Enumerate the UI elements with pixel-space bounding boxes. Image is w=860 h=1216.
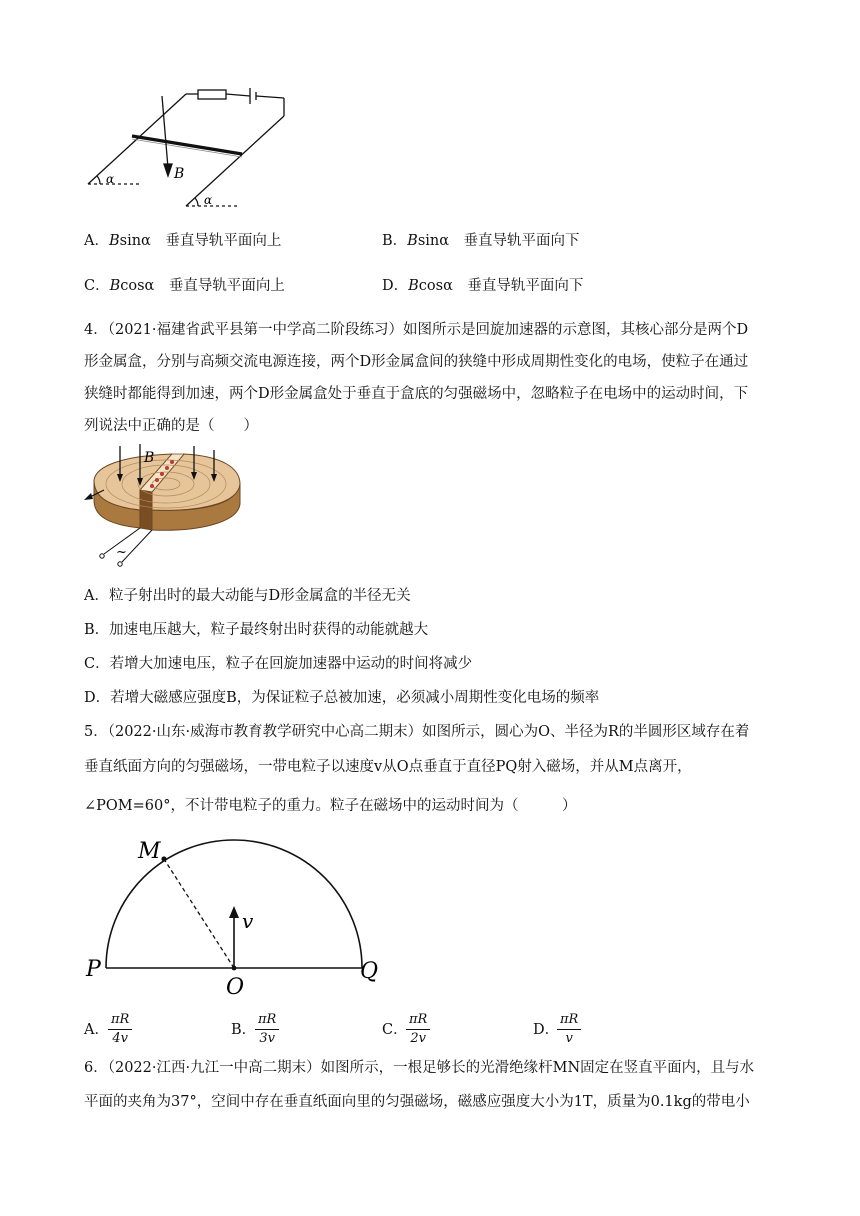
fraction-numerator: πR: [557, 1012, 581, 1030]
fraction-numerator: πR: [255, 1012, 279, 1030]
q5-option-d-letter[interactable]: D．: [533, 1022, 560, 1038]
q6-stem-line-1: 6．（2022·江西·九江一中高二期末）如图所示，一根足够长的光滑绝缘杆MN固定在竖直平面内，且与水: [84, 1060, 755, 1076]
q4-ac-label: ~: [116, 545, 127, 560]
q4-stem-line-4: 列说法中正确的是（ ）: [84, 418, 258, 434]
q5-option-a-letter[interactable]: A．: [84, 1022, 109, 1038]
q4-stem-line-2: 形金属盒，分别与高频交流电源连接，两个D形金属盒间的狭缝中形成周期性变化的电场，使粒子在通过: [84, 354, 749, 370]
q5-p-label: P: [86, 957, 101, 982]
q4-b-label: B: [144, 450, 155, 466]
q5-o-label: O: [226, 975, 245, 1000]
q5-option-a-fraction: [108, 1012, 132, 1047]
q5-q-label: Q: [360, 959, 379, 984]
q4-option-d[interactable]: D．若增大磁感应强度B，为保证粒子总被加速，必须减小周期性变化电场的频率: [84, 690, 600, 706]
option-fn: cosα: [120, 278, 155, 294]
q5-stem-line-2: 垂直纸面方向的匀强磁场，一带电粒子以速度v从O点垂直于直径PQ射入磁场，并从M点离开，: [84, 759, 692, 775]
q3-option-c[interactable]: [84, 276, 285, 296]
option-text: 垂直导轨平面向下: [452, 278, 584, 294]
q5-option-c-letter[interactable]: C．: [382, 1022, 408, 1038]
q5-stem-line-3: ∠POM=60°，不计带电粒子的重力。粒子在磁场中的运动时间为（ ）: [84, 798, 577, 814]
q4-option-b[interactable]: B．加速电压越大，粒子最终射出时获得的动能就越大: [84, 622, 429, 638]
q3-option-a[interactable]: [84, 231, 281, 251]
fraction-denominator: 2v: [410, 1031, 426, 1046]
option-fn: cosα: [418, 278, 453, 294]
q5-option-b-fraction: [255, 1012, 279, 1047]
q6-stem-line-2: 平面的夹角为37°，空间中存在垂直纸面向里的匀强磁场，磁感应强度大小为1T，质量为0.1kg的带电小: [84, 1094, 750, 1110]
option-text: 垂直导轨平面向上: [150, 233, 282, 249]
option-symbol: B: [408, 278, 419, 294]
q3-option-b[interactable]: [382, 231, 580, 251]
option-symbol: B: [108, 233, 120, 249]
q4-stem-line-1: 4．（2021·福建省武平县第一中学高二阶段练习）如图所示是回旋加速器的示意图，其核心部分是两个D: [84, 322, 749, 338]
q3-alpha-label-right: α: [204, 193, 213, 207]
q3-option-d[interactable]: [382, 276, 583, 296]
option-letter: B．: [382, 233, 408, 249]
option-fn: sinα: [417, 233, 450, 249]
q4-cyclotron-figure: [82, 444, 254, 568]
q4-option-c[interactable]: C．若增大加速电压，粒子在回旋加速器中运动的时间将减少: [84, 656, 473, 672]
q3-alpha-label-left: α: [106, 172, 115, 186]
q3-rail-figure: [80, 86, 380, 214]
q4-stem-line-3: 狭缝时都能得到加速，两个D形金属盒处于垂直于盒底的匀强磁场中，忽略粒子在电场中的运动时间，下: [84, 386, 749, 402]
q4-option-a[interactable]: A．粒子射出时的最大动能与D形金属盒的半径无关: [84, 588, 411, 604]
option-letter: D．: [382, 278, 409, 294]
fraction-denominator: 4v: [112, 1031, 128, 1046]
option-text: 垂直导轨平面向下: [449, 233, 580, 249]
q5-option-d-fraction: [557, 1012, 581, 1047]
q5-semicircle-figure: [80, 826, 390, 1004]
option-symbol: B: [109, 278, 121, 294]
q5-option-c-fraction: [406, 1012, 430, 1047]
q5-m-label: M: [138, 839, 161, 864]
fraction-denominator: v: [565, 1031, 573, 1046]
option-fn: sinα: [119, 233, 151, 249]
option-letter: C．: [84, 278, 110, 294]
q5-v-label: v: [242, 909, 254, 933]
q5-stem-line-1: 5．（2022·山东·威海市教育教学研究中心高二期末）如图所示，圆心为O、半径为R的半圆形区域存在着: [84, 724, 750, 740]
q3-b-label: B: [174, 166, 185, 182]
fraction-numerator: πR: [406, 1012, 430, 1030]
option-text: 垂直导轨平面向上: [154, 278, 285, 294]
fraction-numerator: πR: [108, 1012, 132, 1030]
fraction-denominator: 3v: [259, 1031, 275, 1046]
q5-option-b-letter[interactable]: B．: [231, 1022, 257, 1038]
option-symbol: B: [407, 233, 418, 249]
option-letter: A．: [84, 233, 109, 249]
